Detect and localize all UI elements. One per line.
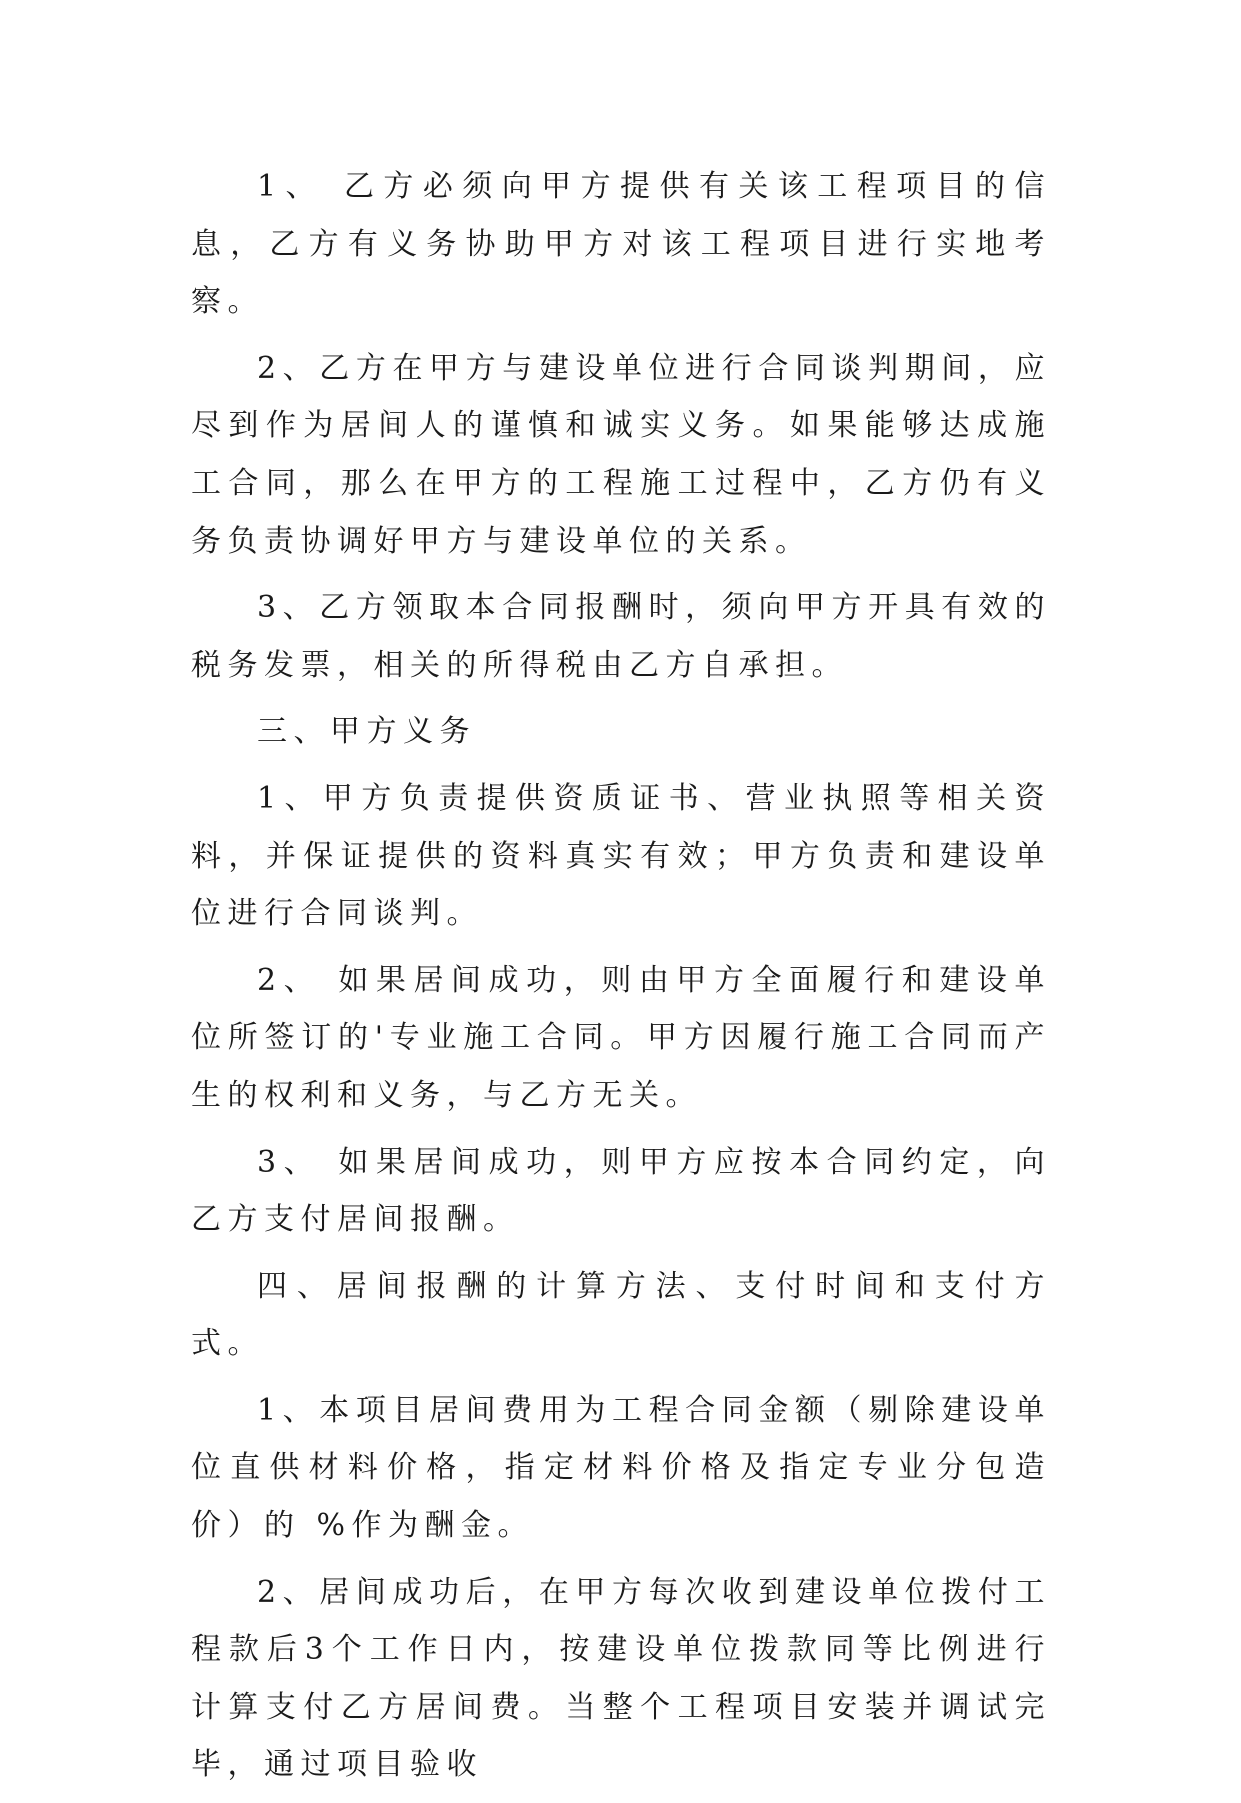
paragraph-obligation-a-3: 3、 如果居间成功，则甲方应按本合同约定，向乙方支付居间报酬。 (191, 1144, 1051, 1238)
paragraph-remuneration-2: 2、居间成功后，在甲方每次收到建设单位拨付工程款后3个工作日内，按建设单位拨款同等比例进行计算支付乙方居间费。当整个工程项目安装并调试完毕，通过项目验收 (191, 1574, 1051, 1783)
paragraph-obligation-a-1: 1、甲方负责提供资质证书、营业执照等相关资料，并保证提供的资料真实有效；甲方负责和建设单位进行合同谈判。 (191, 780, 1051, 932)
paragraph-obligation-b-2: 2、乙方在甲方与建设单位进行合同谈判期间，应尽到作为居间人的谨慎和诚实义务。如果能够达成施工合同，那么在甲方的工程施工过程中，乙方仍有义务负责协调好甲方与建设单位的关系。 (191, 350, 1051, 559)
paragraph-obligation-b-1: 1、 乙方必须向甲方提供有关该工程项目的信息，乙方有义务协助甲方对该工程项目进行实地考察。 (191, 169, 1051, 320)
paragraph-obligation-b-3: 3、乙方领取本合同报酬时，须向甲方开具有效的税务发票，相关的所得税由乙方自承担。 (191, 590, 1051, 683)
section-heading-party-a-obligations: 三、甲方义务 (257, 714, 476, 750)
paragraph-remuneration-1: 1、本项目居间费用为工程合同金额（剔除建设单位直供材料价格，指定材料价格及指定专业分包造价）的 %作为酬金。 (191, 1392, 1051, 1544)
section-heading-remuneration: 四、居间报酬的计算方法、支付时间和支付方式。 (191, 1268, 1051, 1362)
document-body (191, 158, 1051, 1803)
paragraph-obligation-a-2: 2、 如果居间成功，则由甲方全面履行和建设单位所签订的'专业施工合同。甲方因履行施工合同而产生的权利和义务，与乙方无关。 (191, 962, 1051, 1113)
